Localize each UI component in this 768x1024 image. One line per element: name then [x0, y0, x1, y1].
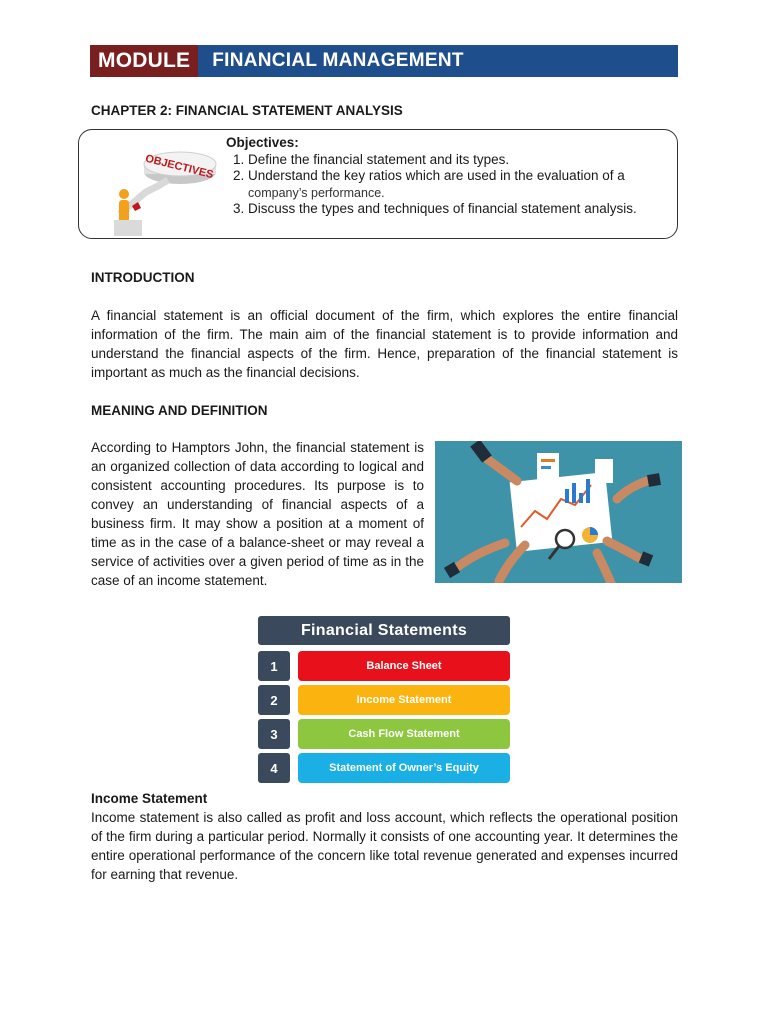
fs-row-number: 4 — [258, 753, 290, 783]
chapter-title: CHAPTER 2: FINANCIAL STATEMENT ANALYSIS — [91, 103, 403, 118]
fs-row-label: Balance Sheet — [298, 651, 510, 681]
objectives-heading: Objectives: — [226, 135, 299, 150]
objectives-illustration — [102, 134, 218, 238]
fs-row-label: Income Statement — [298, 685, 510, 715]
fs-row-number: 3 — [258, 719, 290, 749]
objective-item — [248, 168, 678, 201]
fs-row — [258, 753, 510, 783]
fs-row-number: 2 — [258, 685, 290, 715]
fs-row-number: 1 — [258, 651, 290, 681]
financial-statements-graphic — [258, 613, 513, 785]
analysis-illustration — [435, 441, 682, 583]
meaning-heading: MEANING AND DEFINITION — [91, 403, 268, 418]
fs-row — [258, 685, 510, 715]
income-statement-paragraph: Income statement is also called as profit and loss account, which reflects the operational position of the firm during a particular period. Normally it consists of one accounting year. It determines the entire operational performance of the concern like total revenue generated and expenses incurred for earning that revenue. — [91, 810, 678, 882]
financial-statements-title: Financial Statements — [258, 616, 510, 645]
objective-item: 1. Define the financial statement and its types. — [248, 152, 678, 169]
income-statement-heading: Income Statement — [91, 791, 208, 806]
module-title: FINANCIAL MANAGEMENT — [212, 50, 464, 71]
fs-row-label: Statement of Owner’s Equity — [298, 753, 510, 783]
objectives-text — [226, 135, 678, 218]
objectives-list — [226, 152, 678, 218]
objective-item: 3. Discuss the types and techniques of financial statement analysis. — [248, 201, 678, 218]
objectives-image-text: OBJECTIVES — [144, 152, 215, 182]
objective-item-text: Understand the key ratios which are used in the evaluation of a — [248, 168, 625, 183]
meaning-paragraph: According to Hamptors John, the financial statement is an organized collection of data according to logical and consistent accounting procedures. Its purpose is to convey an understanding of financial aspects of a business firm. It may show a position at a moment of time as in the case of a balance-sheet or may reveal a service of activities over a given period of time as in the case of an income statement. — [91, 440, 424, 588]
introduction-heading: INTRODUCTION — [91, 270, 195, 285]
module-label: MODULE — [90, 45, 198, 77]
objective-item-continuation: company’s performance. — [248, 185, 385, 200]
fs-row-label: Cash Flow Statement — [298, 719, 510, 749]
fs-row — [258, 719, 510, 749]
module-banner — [90, 45, 678, 77]
introduction-paragraph: A financial statement is an official document of the firm, which explores the entire financial information of the firm. The main aim of the financial statement is to provide information and understand the financial aspects of the firm. Hence, preparation of the financial statement is important as much as the financial decisions. — [91, 308, 678, 380]
fs-row — [258, 651, 510, 681]
